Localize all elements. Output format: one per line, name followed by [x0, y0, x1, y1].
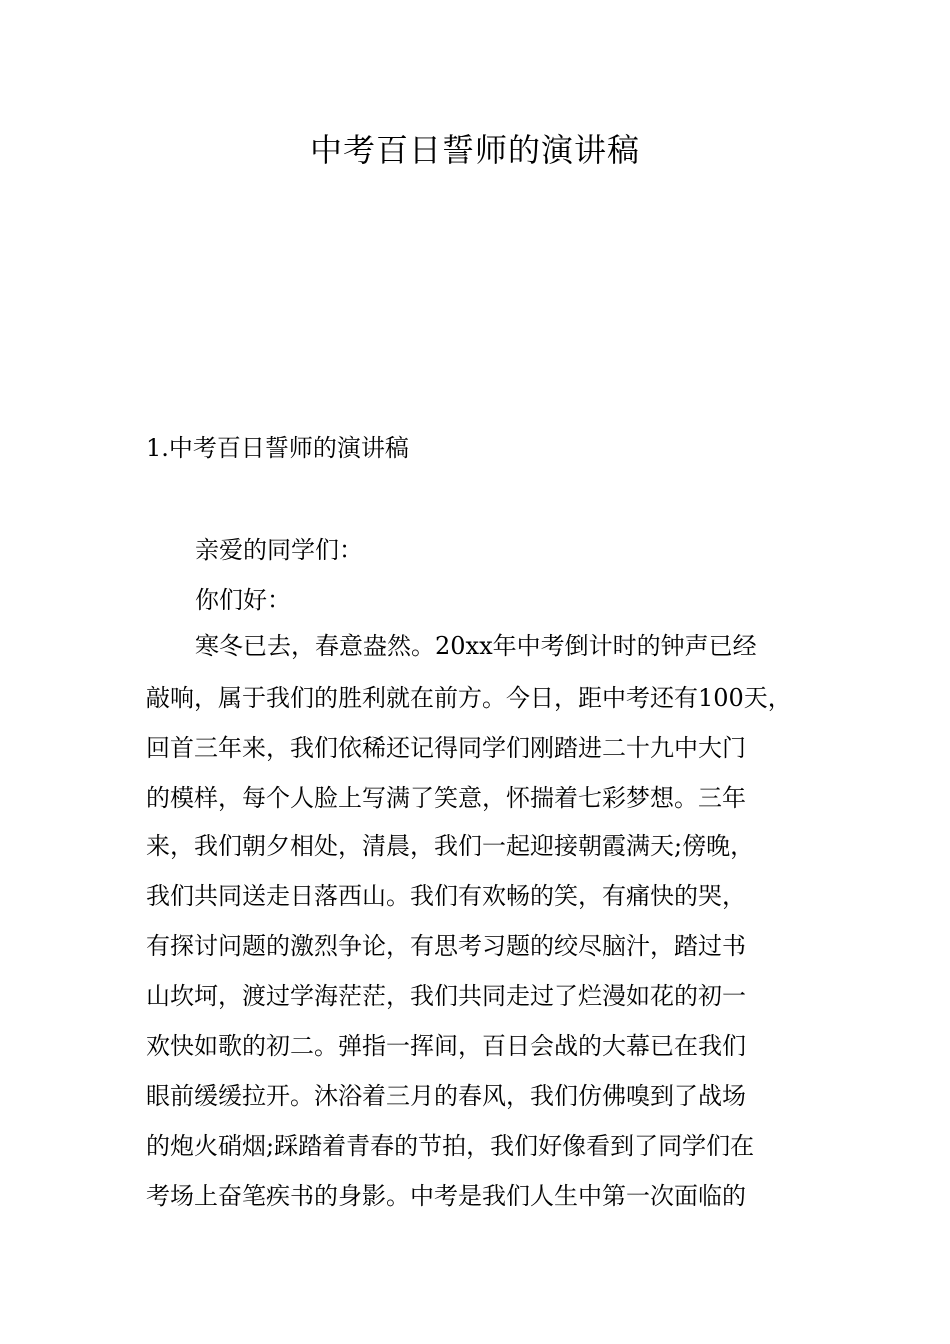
paragraph-line: 有探讨问题的激烈争论，有思考习题的绞尽脑汁，踏过书 [146, 932, 746, 960]
paragraph-line: 我们共同送走日落西山。我们有欢畅的笑，有痛快的哭， [146, 882, 746, 910]
paragraph-line: 来，我们朝夕相处，清晨，我们一起迎接朝霞满天;傍晚， [146, 832, 755, 860]
paragraph-line: 敲响，属于我们的胜利就在前方。今日，距中考还有100天， [146, 684, 792, 712]
paragraph-line: 的炮火硝烟;踩踏着青春的节拍，我们好像看到了同学们在 [146, 1132, 755, 1160]
paragraph-line: 考场上奋笔疾书的身影。中考是我们人生中第一次面临的 [146, 1182, 746, 1210]
paragraph-line: 眼前缓缓拉开。沐浴着三月的春风，我们仿佛嗅到了战场 [146, 1082, 746, 1110]
section-heading: 1.中考百日誓师的演讲稿 [146, 434, 409, 462]
paragraph-line: 山坎坷，渡过学海茫茫，我们共同走过了烂漫如花的初一 [146, 982, 746, 1010]
paragraph-line: 的模样，每个人脸上写满了笑意，怀揣着七彩梦想。三年 [146, 784, 746, 812]
paragraph-line: 寒冬已去，春意盎然。20xx年中考倒计时的钟声已经 [195, 632, 757, 660]
paragraph-line: 回首三年来，我们依稀还记得同学们刚踏进二十九中大门 [146, 734, 746, 762]
salutation: 亲爱的同学们： [195, 536, 363, 564]
document-title: 中考百日誓师的演讲稿 [309, 131, 640, 169]
greeting: 你们好： [195, 586, 291, 614]
paragraph-line: 欢快如歌的初二。弹指一挥间，百日会战的大幕已在我们 [146, 1032, 746, 1060]
